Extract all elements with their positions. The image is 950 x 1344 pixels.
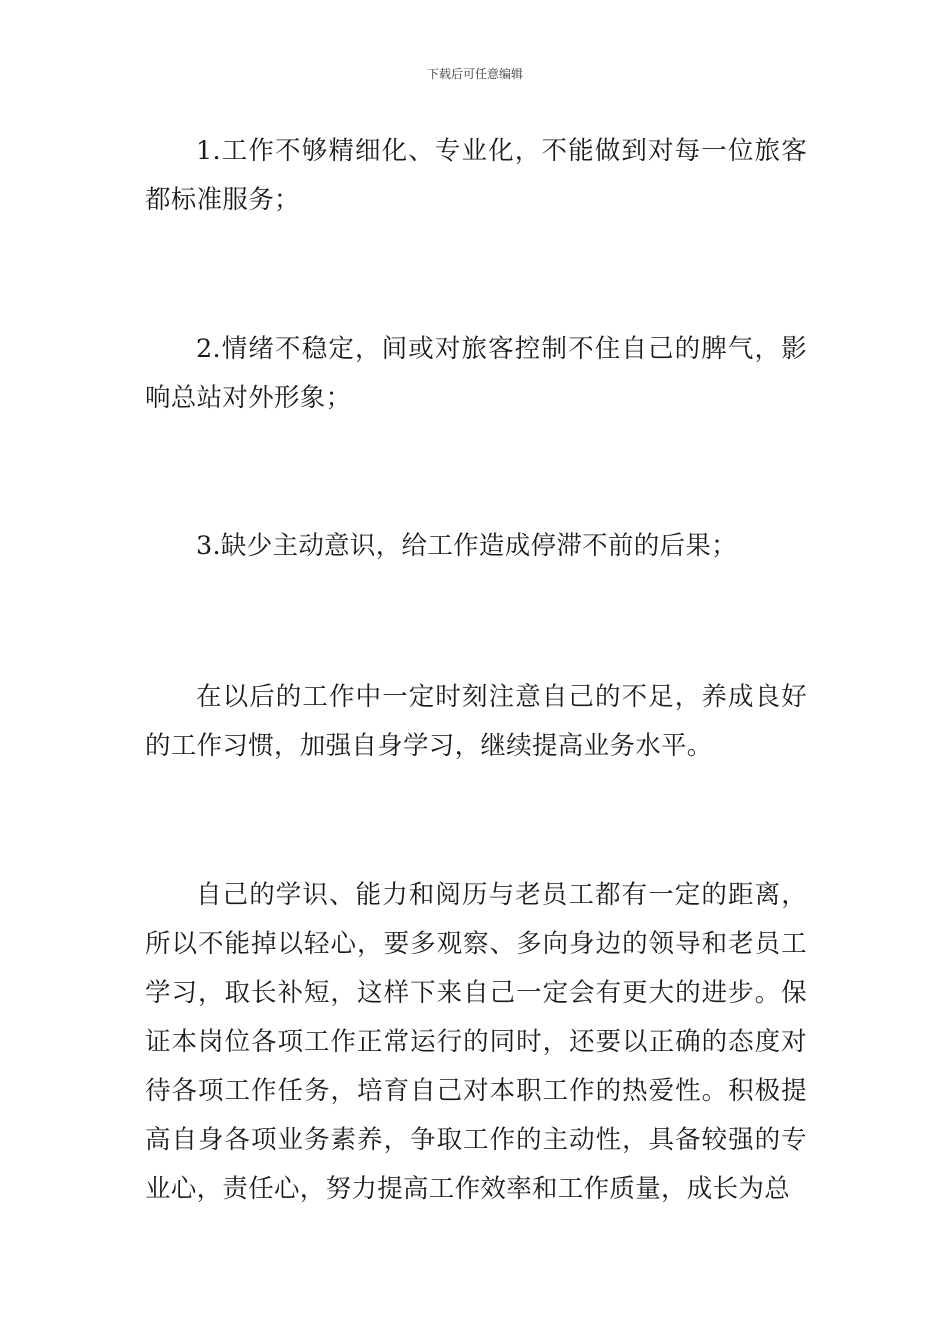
paragraph-item-2: 2.情绪不稳定，间或对旅客控制不住自己的脾气，影响总站对外形象；	[145, 334, 807, 413]
paragraph-item-1: 1.工作不够精细化、专业化，不能做到对每一位旅客都标准服务；	[145, 136, 807, 215]
paragraph-improvement: 在以后的工作中一定时刻注意自己的不足，养成良好的工作习惯，加强自身学习，继续提高业务水平。	[145, 682, 807, 761]
paragraph-learning: 自己的学识、能力和阅历与老员工都有一定的距离，所以不能掉以轻心，要多观察、多向身边的领导和老员工学习，取长补短，这样下来自己一定会有更大的进步。保证本岗位各项工作正常运行的同时，还要以正确的态度对待各项工作任务，培育自己对本职工作的热爱性。积极提高自身各项业务素养，争取工作的主动性，具备较强的专业心，责任心，努力提高工作效率和工作质量，成长为总	[145, 880, 807, 1204]
page-header: 下载后可任意编辑	[426, 67, 523, 81]
paragraph-item-3: 3.缺少主动意识，给工作造成停滞不前的后果；	[196, 531, 737, 561]
